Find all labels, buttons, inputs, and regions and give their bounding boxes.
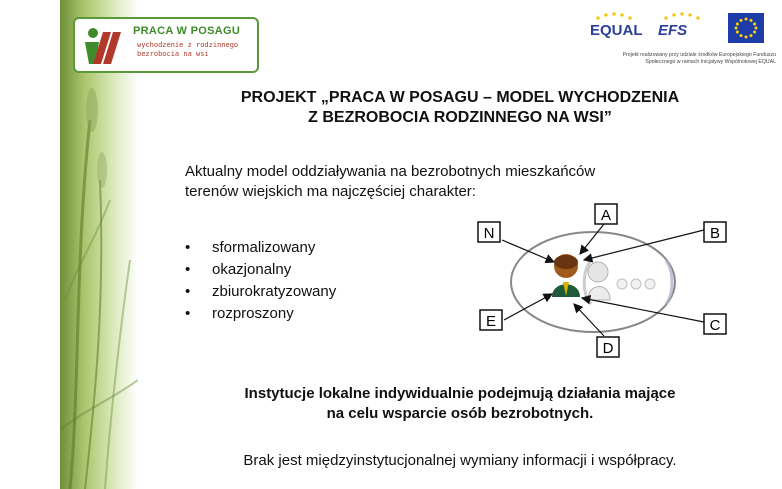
label-c: C — [709, 317, 721, 334]
arrow-a — [580, 224, 604, 254]
arrow-c — [582, 298, 704, 322]
efs-logo: EFS — [658, 22, 688, 39]
logo-figure-icon — [81, 22, 131, 68]
label-c-box — [704, 314, 726, 334]
logo-title: PRACA W POSAGU — [133, 25, 241, 37]
institutions-statement: Instytucje lokalne indywidualnie podejmują działania mające na celu wsparcie osób bezrobotnych. — [244, 385, 676, 422]
label-a: A — [600, 207, 612, 224]
arrow-b — [584, 230, 704, 260]
logo-subtitle: wychodzenie z rodzinnego bezrobocia na wsi — [137, 41, 239, 58]
label-n: N — [483, 225, 495, 242]
list-item: • zbiurokratyzowany — [185, 281, 336, 303]
label-e: E — [485, 313, 497, 330]
praca-w-posagu-logo — [73, 17, 259, 73]
label-e-box — [480, 310, 502, 330]
list-item: • rozproszony — [185, 303, 336, 325]
label-d: D — [602, 340, 614, 357]
funding-note: Projekt realizowany przy udziale środków Europejskiego Funduszu Społecznego w ramach Inicjatywy Wspólnotowej EQUAL — [622, 52, 776, 65]
intro-text: Aktualny model oddziaływania na bezrobotnych mieszkańców terenów wiejskich ma najczęściej charakter: — [185, 163, 596, 200]
institutions-diagram — [470, 200, 740, 360]
grass-sidebar-image — [60, 0, 138, 489]
eu-stars-circle — [728, 13, 764, 43]
grass-stalks — [60, 0, 138, 489]
equal-stars-icon — [594, 12, 634, 22]
partner-logos — [588, 10, 778, 65]
list-item: • sformalizowany — [185, 237, 336, 259]
unemployed-people-group-icon — [584, 260, 672, 304]
eu-flag-icon — [728, 13, 764, 43]
label-n-box — [478, 222, 500, 242]
label-b-box — [704, 222, 726, 242]
efs-stars-icon — [662, 12, 702, 22]
person-icon — [552, 254, 580, 297]
slide-title: PROJEKT „PRACA W POSAGU – MODEL WYCHODZENIA Z BEZROBOCIA RODZINNEGO NA WSI” — [240, 89, 680, 126]
no-exchange-statement: Brak jest międzyinstytucjonalnej wymiany informacji i współpracy. — [243, 452, 677, 469]
equal-logo: EQUAL — [590, 22, 643, 39]
label-d-box — [597, 337, 619, 357]
characteristics-list — [185, 237, 336, 325]
label-a-box — [595, 204, 617, 224]
arrow-e — [504, 294, 552, 320]
list-item: • okazjonalny — [185, 259, 336, 281]
arrow-n — [502, 240, 554, 262]
label-b: B — [709, 225, 721, 242]
